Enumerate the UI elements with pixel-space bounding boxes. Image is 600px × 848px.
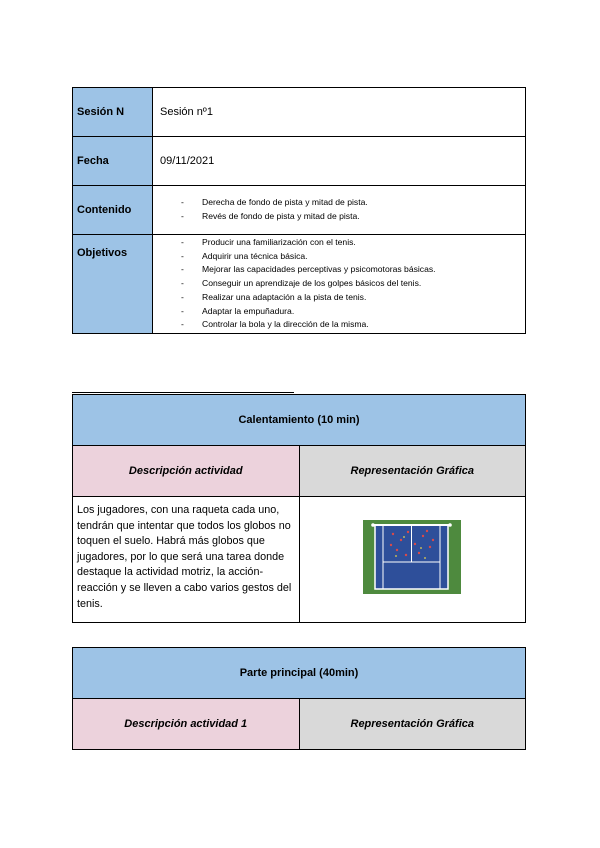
objetivos-item: - Adquirir una técnica básica.: [181, 250, 524, 264]
session-number-label: Sesión N: [73, 88, 153, 137]
warmup-table: [72, 394, 526, 623]
objetivos-item: - Mejorar las capacidades perceptivas y psicomotoras básicas.: [181, 263, 524, 277]
divider-line: [72, 392, 294, 393]
session-number-row: [73, 88, 526, 137]
objetivos-value: [153, 235, 526, 334]
warmup-desc-header: Descripción actividad: [73, 446, 300, 497]
date-row: [73, 137, 526, 186]
main-part-table: [72, 647, 526, 750]
warmup-description: Los jugadores, con una raqueta cada uno, tendrán que intentar que todos los globos no toquen el suelo. Habrá más globos que jugadores, por lo que será una tarea donde destaque la actividad motriz, la acción-reacción y se lleven a cabo varios gestos del tenis.: [73, 497, 300, 623]
session-number-value: Sesión nº1: [153, 88, 526, 137]
contenido-row: [73, 186, 526, 235]
contenido-value: [153, 186, 526, 235]
warmup-graphic-cell: [299, 497, 526, 623]
objetivos-item: - Controlar la bola y la dirección de la misma.: [181, 318, 524, 332]
contenido-item: - Derecha de fondo de pista y mitad de pista.: [181, 196, 524, 210]
main-part-repr-header: Representación Gráfica: [299, 699, 526, 750]
contenido-list: [160, 196, 524, 223]
objetivos-item: - Producir una familiarización con el tenis.: [181, 236, 524, 250]
main-part-title: Parte principal (40min): [73, 648, 526, 699]
objetivos-row: [73, 235, 526, 334]
date-value: 09/11/2021: [153, 137, 526, 186]
warmup-title: Calentamiento (10 min): [73, 395, 526, 446]
warmup-repr-header: Representación Gráfica: [299, 446, 526, 497]
date-label: Fecha: [73, 137, 153, 186]
objetivos-list: [160, 236, 524, 332]
contenido-label: Contenido: [73, 186, 153, 235]
session-info-table: [72, 87, 526, 334]
contenido-item: - Revés de fondo de pista y mitad de pista.: [181, 210, 524, 224]
objetivos-item: - Adaptar la empuñadura.: [181, 305, 524, 319]
objetivos-label: Objetivos: [73, 235, 153, 334]
objetivos-item: - Conseguir un aprendizaje de los golpes básicos del tenis.: [181, 277, 524, 291]
objetivos-item: - Realizar una adaptación a la pista de tenis.: [181, 291, 524, 305]
main-part-desc-header: Descripción actividad 1: [73, 699, 300, 750]
tennis-court-image: [363, 520, 461, 594]
